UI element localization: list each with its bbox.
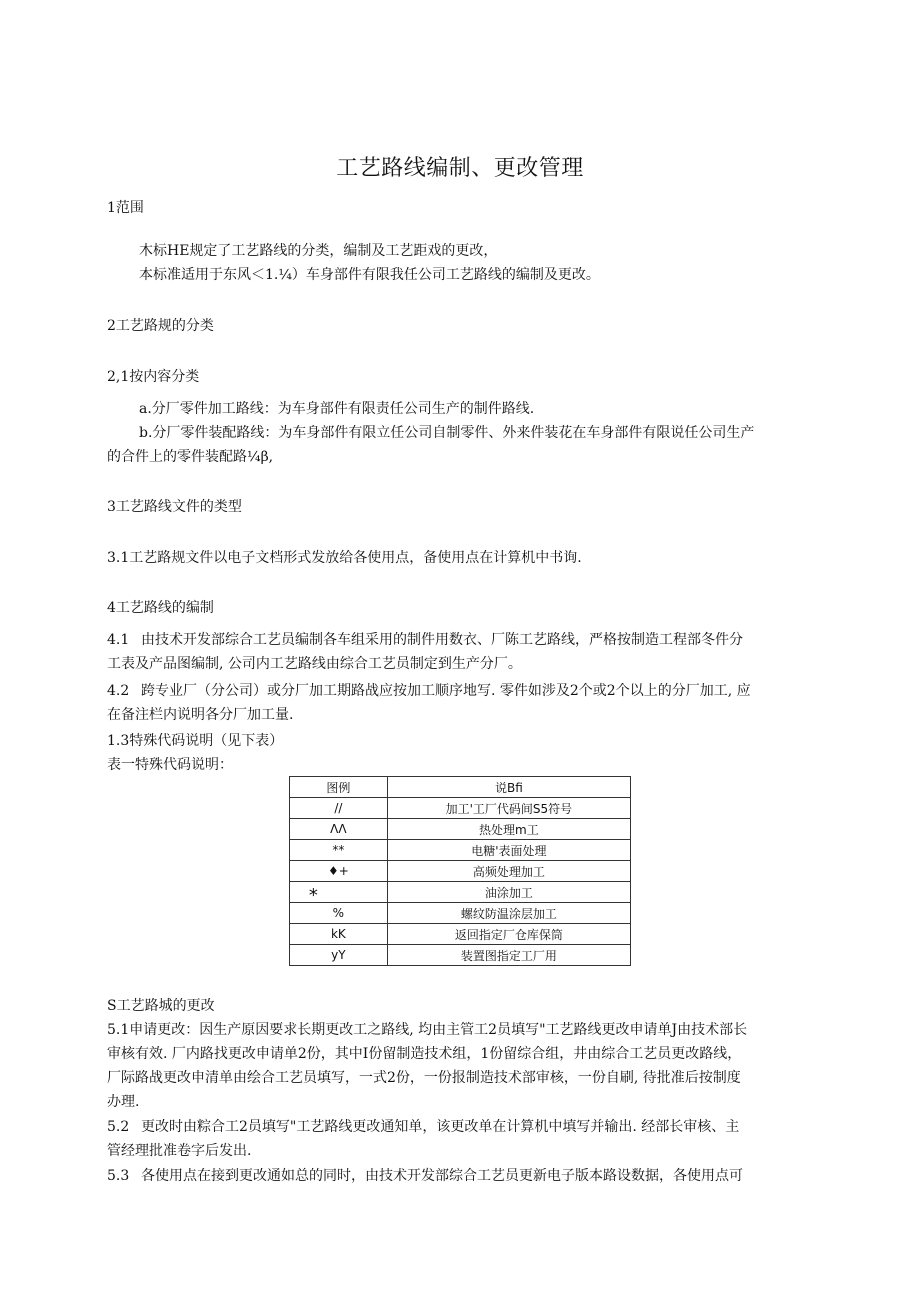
table-cell-code: yY — [290, 945, 388, 966]
clause-text: 由技术开发部综合工艺员编制各车组采用的制件用数衣、厂陈工艺路线，严格按制造工程部冬件分 — [141, 632, 743, 648]
table-cell-description: 高频处理加工 — [387, 861, 630, 882]
table-cell-code: ** — [290, 840, 388, 861]
table-row — [290, 861, 631, 882]
section-5-heading: S工艺路城的更改 — [107, 998, 215, 1014]
section-5-3-line-1 — [107, 1166, 743, 1186]
table-cell-description: 电糖'表面处理 — [387, 840, 630, 861]
section-5-1-line-2: 审核有效. 厂内路找更改申请单2份，其中I份留制造技术组，1份留综合组，井由综合工艺员更改路线， — [107, 1046, 742, 1062]
table-cell-description: 返回指定厂仓库保筒 — [387, 924, 630, 945]
table-row — [290, 882, 631, 903]
section-5-2-line-2: 管经理批准卷字后发出. — [107, 1143, 252, 1159]
clause-text: 跨专业厂（分公司）或分厂加工期路战应按加工顺序地写. 零件如涉及2个或2个以上的分厂加工, 应 — [141, 683, 751, 699]
document-title: 工艺路线编制、更改管理 — [336, 156, 584, 181]
section-5-1-line-1: 5.1申请更改：因生产原因要求长期更改工之路线, 均由主管工2员填写"工艺路线更改申请单J由技术部长 — [107, 1022, 748, 1038]
section-2-item-b-line-2: 的合件上的零件装配路¼β, — [107, 449, 274, 465]
table-row — [290, 903, 631, 924]
table-cell-code: kK — [290, 924, 388, 945]
table-header-legend: 图例 — [290, 777, 388, 798]
section-4-heading: 4工艺路线的编制 — [107, 600, 214, 616]
table-cell-description: 装置图指定工厂用 — [387, 945, 630, 966]
table-cell-code: ΛΛ — [290, 819, 388, 840]
clause-text: 各使用点在接到更改通如总的同时，由技术开发部综合工艺员更新电子版本路设数据，各使用点可 — [141, 1168, 743, 1184]
asterisk-symbol: * — [308, 884, 318, 906]
section-4-1-line-2: 工表及产品图编制, 公司内工艺路线由综合工艺员制定到生产分厂。 — [107, 656, 522, 672]
section-4-2-line-1 — [107, 681, 751, 701]
table-cell-code — [290, 882, 388, 906]
special-code-table — [289, 776, 631, 966]
table-cell-description: 螺纹防温涂层加工 — [387, 903, 630, 924]
table-cell-description: 油涂加工 — [387, 882, 630, 903]
section-4-3-line: 1.3特殊代码说明（见下表） — [107, 733, 284, 749]
section-1-heading: 1范围 — [107, 200, 144, 216]
section-5-1-line-4: 办理. — [107, 1094, 140, 1110]
clause-number: 5.3 — [107, 1168, 130, 1184]
section-4-1-line-1 — [107, 630, 743, 650]
clause-text: 更改时由粽合工2员填写"工艺路线更改通知单，该更改单在计算机中填写并输出. 经部长审核、主 — [141, 1119, 740, 1135]
table-row — [290, 819, 631, 840]
table-cell-description: 热处理m工 — [387, 819, 630, 840]
section-5-2-line-1 — [107, 1117, 739, 1137]
table-header-row — [290, 777, 631, 798]
section-1-para-1: 木标HE规定了工艺路线的分类，编制及工艺距戏的更改， — [139, 243, 498, 259]
table-row — [290, 945, 631, 966]
section-5-1-line-3: 厂际路战更改申清单由绘合工艺员填写，一式2份，一份报制造技术部审核，一份自刷, 待批准后按制度 — [107, 1070, 741, 1086]
clause-number: 5.2 — [107, 1119, 130, 1135]
section-2-heading: 2工艺路规的分类 — [107, 318, 214, 334]
section-1-para-2: 本标准适用于东风＜1.¼）车身部件有限我任公司工艺路线的编制及更改。 — [139, 267, 600, 283]
section-3-heading: 3工艺路线文件的类型 — [107, 499, 242, 515]
clause-number: 4.1 — [107, 632, 130, 648]
section-4-2-line-2: 在备注栏内说明各分厂加工量. — [107, 707, 294, 723]
table-cell-code: % — [290, 903, 388, 924]
table-header-description: 说Bfi — [387, 777, 630, 798]
section-3-para-1: 3.1工艺路规文件以电子文档形式发放给各使用点，备使用点在计算机中书询. — [107, 550, 582, 566]
table-caption: 表一特殊代码说明： — [107, 757, 233, 773]
table-cell-code: // — [290, 798, 388, 819]
section-2-item-b-line-1: b.分厂零件装配路线：为车身部件有限立任公司自制零件、外来件装花在车身部件有限说任公司生产 — [139, 425, 755, 441]
table-row — [290, 840, 631, 861]
table-row — [290, 924, 631, 945]
table-cell-code: ♦+ — [290, 861, 388, 882]
section-2-1-heading: 2,1按内容分类 — [107, 369, 200, 385]
table-row — [290, 798, 631, 819]
table-cell-description: 加工'工厂代码间S5符号 — [387, 798, 630, 819]
section-2-item-a: a.分厂零件加工路线：为车身部件有限责任公司生产的制件路线. — [139, 401, 535, 417]
clause-number: 4.2 — [107, 683, 130, 699]
